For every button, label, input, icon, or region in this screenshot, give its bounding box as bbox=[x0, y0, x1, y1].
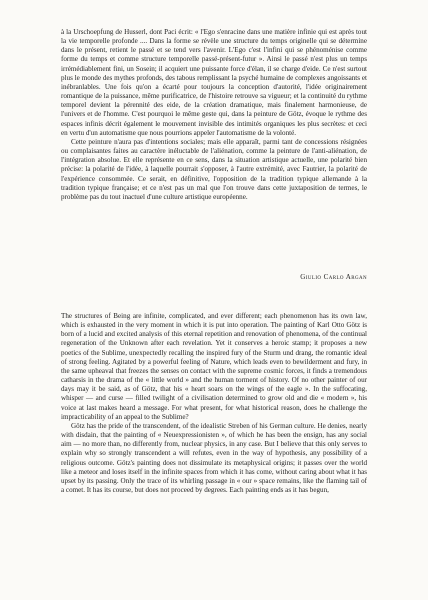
english-paragraph-2: Götz has the pride of the transcendent, of the idealistic Streben of his German culture. He denies, nearly with disdain, that the painting of « Neuexpressionisten », of which he has been the ensign, has any social aim — no more than, no differently from, nuclear physics, in any case. But I believe that this only serves to explain why so strongly transcendent a will refutes, even in the way of hypothesis, any possibility of a religious outcome. Götz's painting does not dissimulate its metaphysical origins; it passes over the world like a meteor and loses itself in the infinite spaces from which it has come, without caring about what it has upset by its passing. Only the trace of its whirling passage in « our » space remains, like the flaming tail of a comet. It has its course, but does not proceed by degrees. Each painting ends as it has begun, bbox=[61, 421, 367, 494]
french-paragraph-1: à la Urschoepfung de Husserl, dont Paci écrit: « l'Ego s'enracine dans une matière infinie qui est après tout la vie temporelle profonde .... Dans la forme se révèle une structure du temps originelle qui se détermine dans le présent, retient le passé et se tend vers l'avenir. L'Ego c'est l'infini qui se phénoménise comme forme du temps et comme structure temporelle passé-présent-futur ». Ainsi le passé n'est plus un temps irrémédiablement fini, un Sosein; il acquiert une puissante force d'élan, il se charge d'eide. Ce n'est surtout plus le monde des mythes profonds, des tabous remplissant la psyché humaine de complexes angoissants et inébranlables. Une fois qu'on a écarté pour toujours la conception d'autorité, l'idée originairement romantique de la puissance, même purificatrice, de l'histoire retrouve sa vigueur; et la continuité du rythme temporel devient la pérennité des eide, de la création dramatique, mais finalement harmonieuse, de l'univers et de l'homme. C'est pourquoi le même geste qui, dans la peinture de Götz, évoque le rythme des espaces infinis décrit également le mouvement invisible des intimités organiques les plus secrètes: et ceci en vertu d'un automatisme que nous pourrions appeler l'automatisme de la volonté. bbox=[61, 28, 367, 137]
english-paragraph-1: The structures of Being are infinite, complicated, and ever different; each phenomenon has its own law, which is exhausted in the very moment in which it is put into operation. The painting of Karl Otto Götz is born of a lucid and excited analysis of this eternal repetition and renovation of phenomena, of the continual regeneration of the Unknown after each revelation. Yet it conserves a heroic stamp; it proposes a new poetics of the Sublime, unexpectedly recalling the inspired fury of the Sturm und drang, the romantic ideal of strong feeling. Agitated by a powerful feeling of Nature, which leads even to bewilderment and fury, in the same upheaval that freezes the senses on contact with the supreme cosmic forces, it finds a tremendous catharsis in the drama of the « little world » and the human torment of history. Of no other painter of our days may it be said, as of Götz, that his « heart soars on the wings of the eagle ». In the suffocating, whisper — and curse — filled twilight of a civilisation determined to grow old and die « modern », his voice at last makes heard a message. For what present, for what historical reason, does he challenge the impracticability of an appeal to the Sublime? bbox=[61, 312, 367, 421]
french-paragraph-2: Cette peinture n'aura pas d'intentions sociales; mais elle apparaît, parmi tant de concessions résignées ou complaisantes faites au caractère inéluctable de l'aliénation, comme la peinture de l'anti-aliénation, de l'intégration absolue. Et elle représente en ce sens, dans la situation artistique actuelle, une polarité bien précise: la polarité de l'idée, à laquelle pourrait s'opposer, à l'autre extrémité, avec Fautrier, la polarité de l'expérience consommée. Ce serait, en définitive, l'opposition de la tradition typique allemande à la tradition typique française; et ce n'est pas un mal que l'on trouve dans cette juxtaposition de termes, le problème pas du tout inactuel d'une culture artistique européenne. bbox=[61, 137, 367, 201]
french-text-column bbox=[61, 28, 367, 202]
author-signature: Giulio Carlo Argan bbox=[300, 273, 367, 281]
english-text-column bbox=[61, 312, 367, 495]
